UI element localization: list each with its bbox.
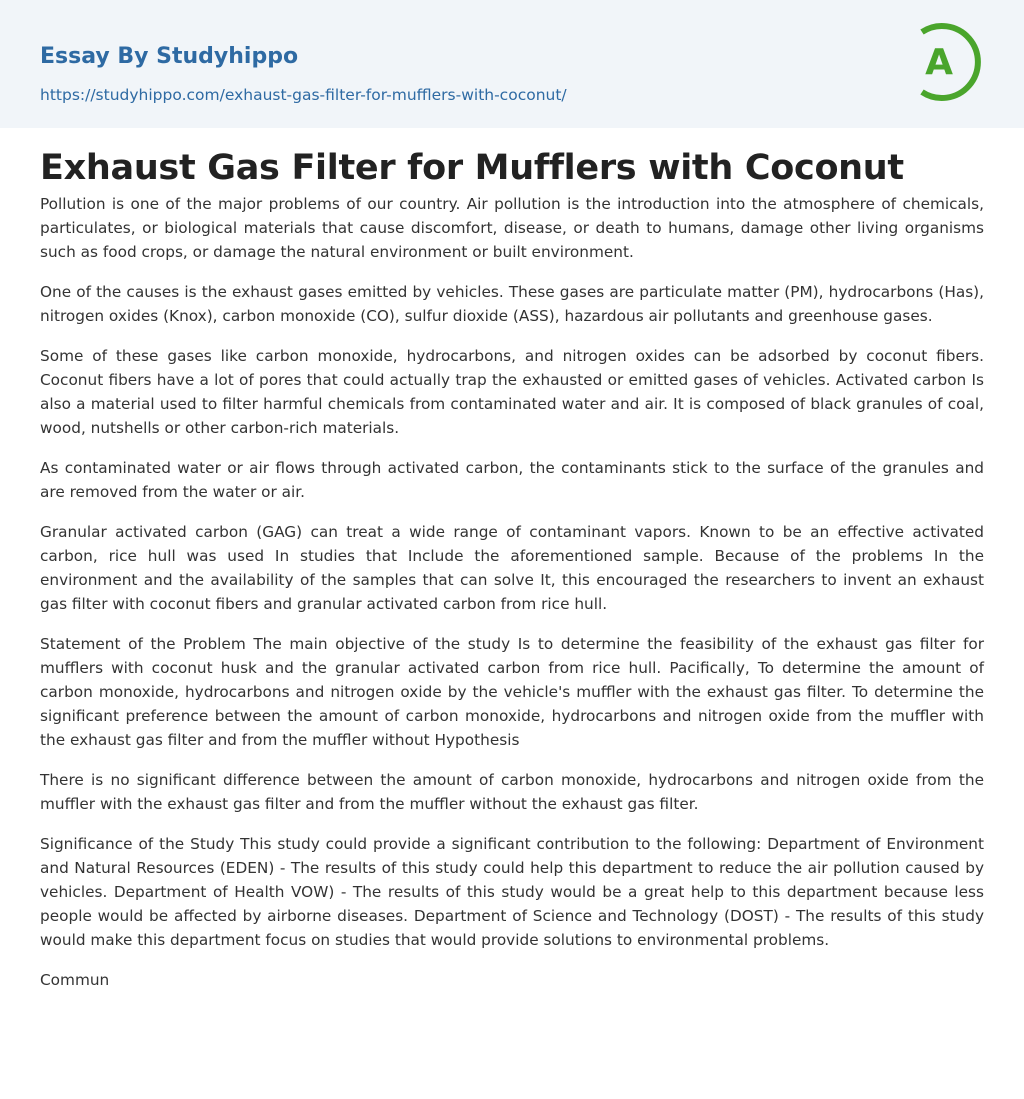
source-url-link[interactable]: https://studyhippo.com/exhaust-gas-filter-for-mufflers-with-coconut/ bbox=[40, 86, 567, 104]
paragraph-exhaust-causes: One of the causes is the exhaust gases emitted by vehicles. These gases are particulate matter (PM), hydrocarbons (Has), nitrogen oxides (Knox), carbon monoxide (CO), sulfur dioxide (ASS), hazardous air pollutants and greenhouse gases. bbox=[40, 283, 984, 325]
brand-name[interactable]: Essay By Studyhippo bbox=[40, 44, 299, 69]
article bbox=[0, 145, 1024, 992]
logo-letter: A bbox=[925, 42, 953, 83]
paragraph-coconut-fibers: Some of these gases like carbon monoxide, hydrocarbons, and nitrogen oxides can be adsorbed by coconut fibers. Coconut fibers have a lot of pores that could actually trap the exhausted or emitted gases of vehicles. Activated carbon Is also a material used to filter harmful chemicals from contaminated water and air. It is composed of black granules of coal, wood, nutshells or other carbon-rich materials. bbox=[40, 347, 984, 437]
article-title: Exhaust Gas Filter for Mufflers with Coconut bbox=[40, 148, 904, 188]
paragraph-pollution: Pollution is one of the major problems of our country. Air pollution is the introduction into the atmosphere of chemicals, particulates, or biological materials that cause discomfort, disease, or death to humans, damage other living organisms such as food crops, or damage the natural environment or built environment. bbox=[40, 195, 984, 261]
paragraph-hypothesis: There is no significant difference between the amount of carbon monoxide, hydrocarbons and nitrogen oxide from the muffler with the exhaust gas filter and from the muffler without the exhaust gas filter. bbox=[40, 771, 984, 813]
paragraph-problem-statement: Statement of the Problem The main objective of the study Is to determine the feasibility of the exhaust gas filter for mufflers with coconut husk and the granular activated carbon from rice hull. Pacifically, To determine the amount of carbon monoxide, hydrocarbons and nitrogen oxide by the vehicle's muffler with the exhaust gas filter. To determine the significant preference between the amount of carbon monoxide, hydrocarbons and nitrogen oxide from the muffler with the exhaust gas filter and from the muffler without Hypothesis bbox=[40, 635, 984, 749]
paragraph-activated-carbon: As contaminated water or air flows through activated carbon, the contaminants stick to the surface of the granules and are removed from the water or air. bbox=[40, 459, 984, 501]
paragraph-significance: Significance of the Study This study could provide a significant contribution to the following: Department of Environment and Natural Resources (EDEN) - The results of this study could help this department to reduce the air pollution caused by vehicles. Department of Health VOW) - The results of this study would be a great help to this department because less people would be affected by airborne diseases. Department of Science and Technology (DOST) - The results of this study would make this department focus on studies that would provide solutions to environmental problems. bbox=[40, 835, 984, 949]
paragraph-truncated: Commun bbox=[40, 971, 110, 989]
paragraph-granular-carbon: Granular activated carbon (GAG) can treat a wide range of contaminant vapors. Known to be an effective activated carbon, rice hull was used In studies that Include the aforementioned sample. Because of the problems In the environment and the availability of the samples that can solve It, this encouraged the researchers to invent an exhaust gas filter with coconut fibers and granular activated carbon from rice hull. bbox=[40, 523, 984, 613]
site-header bbox=[0, 0, 1024, 128]
logo[interactable] bbox=[914, 20, 986, 106]
